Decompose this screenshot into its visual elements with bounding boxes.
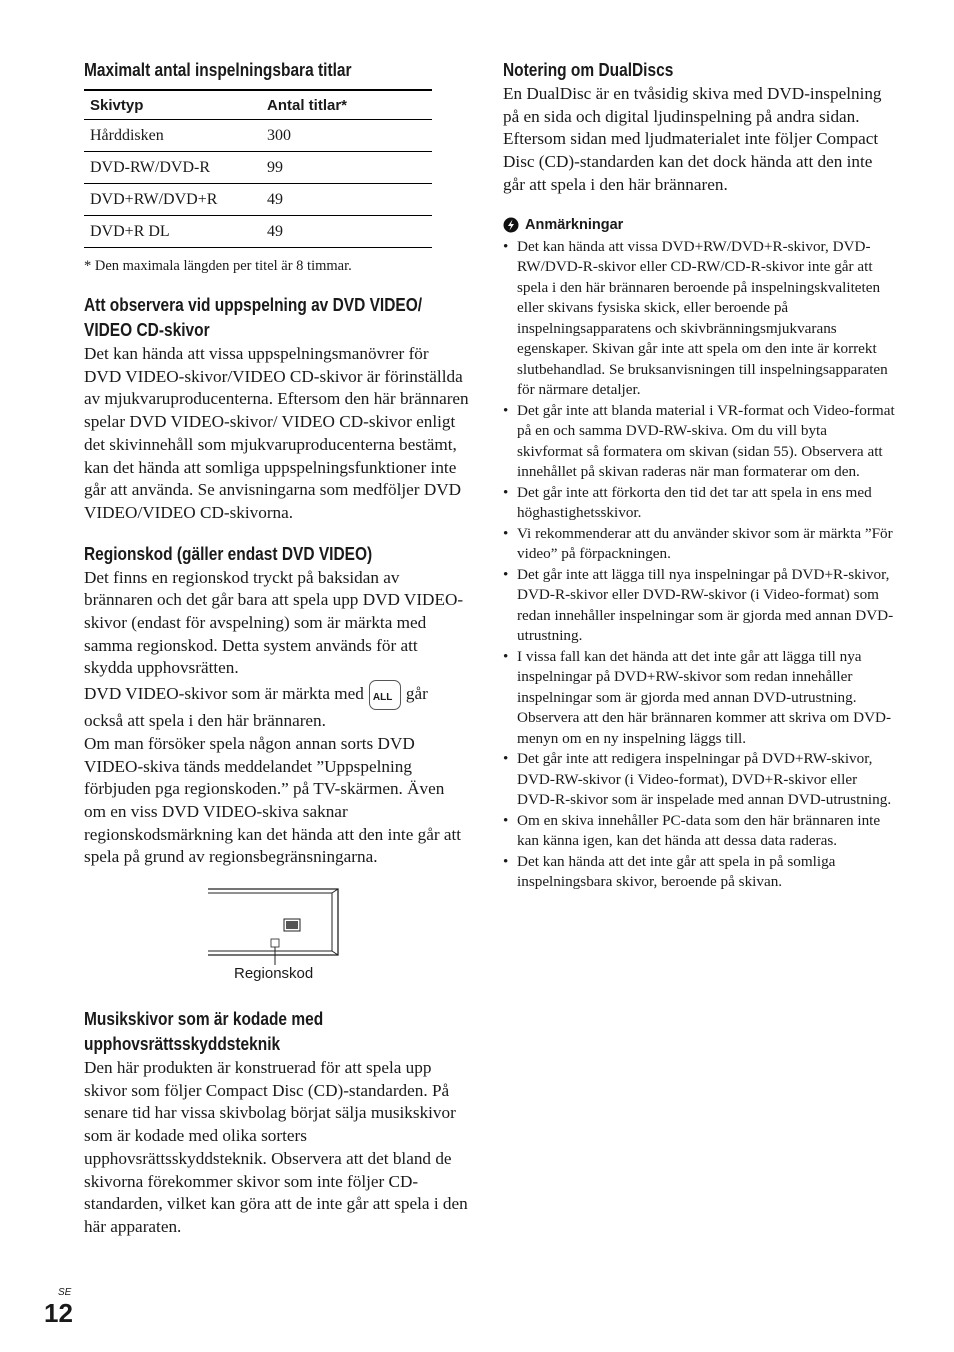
list-item: • Det går inte att blanda material i VR-format och Video-format på en och samma DVD-RW-skiva. Om du vill byta skivformat så formatera om skivan (sidan 55). Observera att innehållet på skivan raderas när man formaterar om den. — [503, 401, 895, 483]
list-item: • Det går inte att förkorta den tid det tar att spela in ens med höghastighetsskivor. — [503, 483, 895, 524]
table-cell: DVD+RW/DVD+R — [84, 184, 261, 216]
region-all-badge-icon — [369, 680, 401, 710]
paragraph-dualdisc-1: En DualDisc är en tvåsidig skiva med DVD-inspelning på en sida och digital ljudinspelning på andra sidan. — [503, 84, 882, 126]
list-item: • Om en skiva innehåller PC-data som den här brännaren inte kan känna igen, kan det hända att dessa data raderas. — [503, 811, 895, 852]
list-item: • Det går inte att redigera inspelningar på DVD+RW-skivor, DVD-RW-skivor (i Video-format), DVD+R-skivor eller DVD-R-skivor som är inspelade med annan DVD-utrustning. — [503, 749, 895, 811]
paragraph-region-code-1: Det finns en regionskod tryckt på baksidan av brännaren och det går bara att spela upp DVD VIDEO-skivor (endast för avspelning) som är märkta med samma regionskod. Detta system används för att skydda upphovsrätten. — [84, 567, 464, 678]
table-cell: 49 — [261, 216, 432, 248]
list-item: • Vi rekommenderar att du använder skivor som är märkta ”För video” på förpackningen. — [503, 524, 895, 565]
section-heading-dualdiscs: Notering om DualDiscs — [503, 60, 674, 80]
note-lightning-icon — [503, 217, 519, 233]
table-cell: DVD+R DL — [84, 216, 261, 248]
region-text-before: DVD VIDEO-skivor som är märkta med — [84, 684, 364, 704]
list-item: • Det går inte att lägga till nya inspelningar på DVD+R-skivor, DVD-R-skivor eller DVD-RW-skivor (i Video-format) som redan innehåller inspelningar som är gjorda med annan DVD-utrustning. — [503, 565, 895, 647]
section-heading-copy-protected-cds: Musikskivor som är kodade med upphovsrättsskyddsteknik — [84, 1009, 324, 1055]
table-cell: Hårddisken — [84, 120, 261, 152]
page-language-code: SE — [58, 1287, 72, 1298]
paragraph-region-code-3: Om man försöker spela någon annan sorts DVD VIDEO-skiva tänds meddelandet ”Uppspelning förbjuden pga regionskoden.” på TV-skärmen. Även om en viss DVD VIDEO-skiva saknar regionskodsmärkning kan det hända att den inte går att spela på grund av regionsbegränsningarna. — [84, 733, 462, 867]
notes-title: Anmärkningar — [525, 216, 624, 233]
section-heading-max-titles: Maximalt antal inspelningsbara titlar — [84, 60, 352, 80]
list-item: • Det kan hända att det inte går att spela in på somliga inspelningsbara skivor, beroende på skivan. — [503, 852, 895, 893]
notes-header — [503, 217, 895, 233]
table-cell: DVD-RW/DVD-R — [84, 152, 261, 184]
table-header-cell: Skivtyp — [84, 90, 261, 120]
table-row — [84, 120, 432, 152]
table-cell: 300 — [261, 120, 432, 152]
paragraph-copy-protected-cds: Den här produkten är konstruerad för att spela upp skivor som följer Compact Disc (CD)-standarden. På senare tid har vissa skivbolag börjat sälja musikskivor som är kodade med olika sorters upphovsrättsskyddsteknik. Observera att det bland de skivorna förekommer skivor som inte följer CD-standarden, vilket kan göra att de inte går att spela i den här apparaten. — [84, 1058, 468, 1236]
section-heading-dvd-video: Att observera vid uppspelning av DVD VIDEO/ VIDEO CD-skivor — [84, 295, 423, 340]
region-text-after: går också att spela i den här brännaren. — [84, 684, 428, 731]
right-column — [503, 58, 895, 893]
table-header-row — [84, 90, 432, 120]
list-item: • Det kan hända att vissa DVD+RW/DVD+R-skivor, DVD-RW/DVD-R-skivor eller CD-RW/CD-R-skivor inte går att spela i den här brännaren beroende på inspelningskvaliteten eller skivans fysiska skick, eller beroende på inspelningsapparatens och skivbränningsmjukvarans egenskaper. Skivan går inte att spela om den inte är korrekt slutbehandlad. Se bruksanvisningen till inspelningsapparaten för närmare detaljer. — [503, 237, 895, 401]
region-all-badge-label: ALL — [372, 692, 393, 704]
page-number: 12 — [44, 1298, 73, 1328]
titles-table — [84, 89, 432, 248]
table-row — [84, 216, 432, 248]
notes-list — [503, 237, 895, 893]
figure-caption: Regionskod — [234, 965, 314, 983]
left-column — [84, 58, 470, 1239]
recorder-rear-panel-illustration — [84, 887, 470, 967]
paragraph-dvd-video: Det kan hända att vissa uppspelningsmanövrer för DVD VIDEO-skivor/VIDEO CD-skivor är förinställda av mjukvaruproducenterna. Eftersom den här brännaren spelar DVD VIDEO-skivor/ VIDEO CD-skivor enligt det skivinnehåll som mjukvaruproducenterna bestämt, kan det hända att somliga uppspelningsfunktioner inte går att använda. Se anvisningarna som medföljer DVD VIDEO/VIDEO CD-skivorna. — [84, 344, 469, 522]
table-cell: 99 — [261, 152, 432, 184]
table-row — [84, 152, 432, 184]
region-code-figure — [84, 887, 470, 997]
paragraph-region-code-2 — [84, 680, 470, 733]
table-footnote: * Den maximala längden per titel är 8 timmar. — [84, 258, 352, 274]
section-heading-region-code: Regionskod (gäller endast DVD VIDEO) — [84, 543, 373, 564]
table-cell: 49 — [261, 184, 432, 216]
list-item: • I vissa fall kan det hända att det inte går att lägga till nya inspelningar på DVD+RW-skivor som redan innehåller inspelningar som är gjorda med annan DVD-utrustning. Observera att den här brännaren kommer att skriva om DVD-menyn om en ny inspelning läggs till. — [503, 647, 895, 750]
table-row — [84, 184, 432, 216]
table-header-cell: Antal titlar* — [261, 90, 432, 120]
paragraph-dualdisc-2: Eftersom sidan med ljudmaterialet inte följer Compact Disc (CD)-standarden kan det dock hända att den inte går att spela i den här brännaren. — [503, 129, 879, 194]
